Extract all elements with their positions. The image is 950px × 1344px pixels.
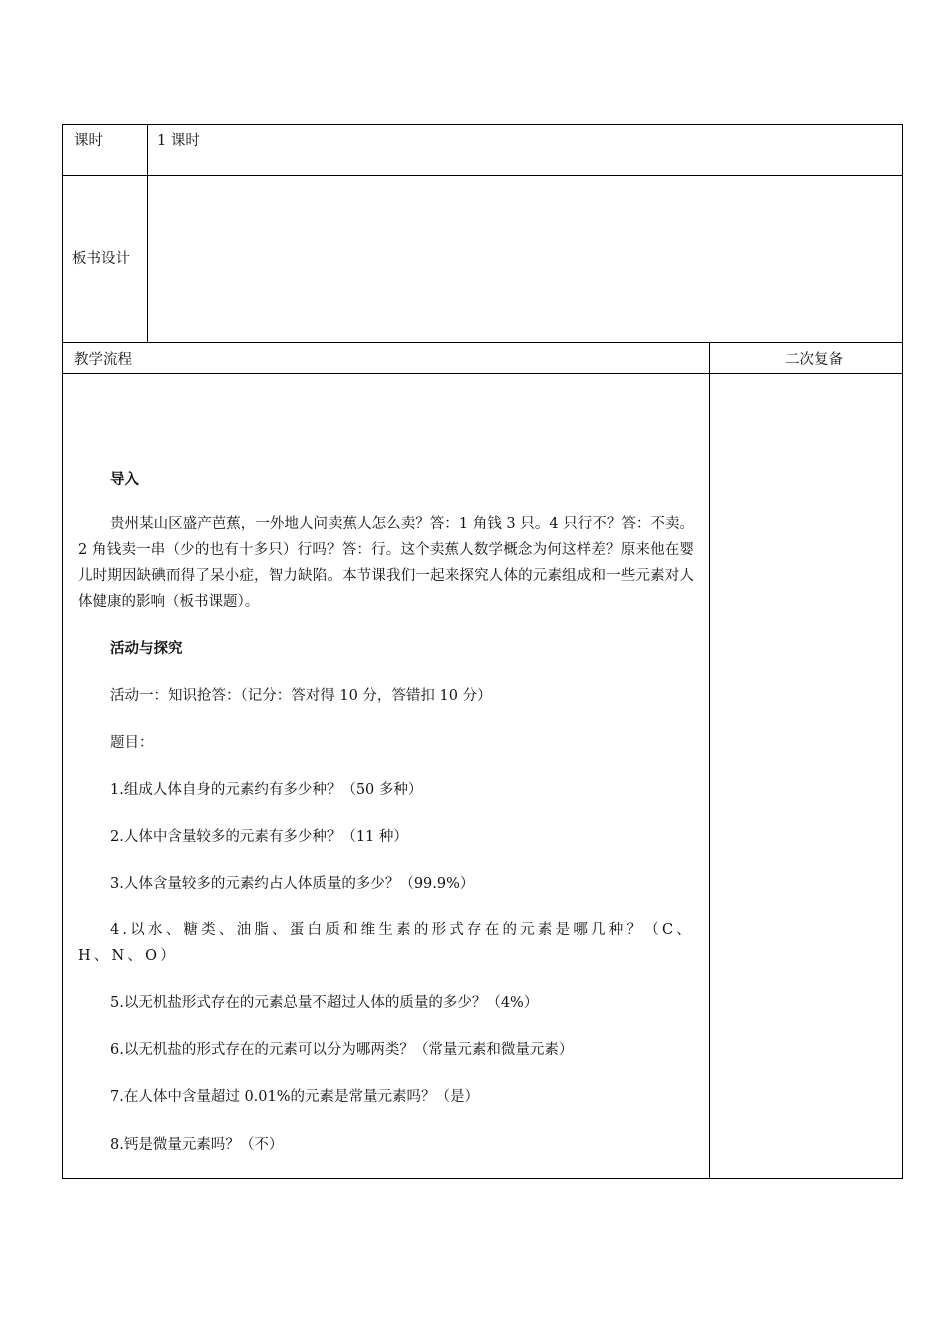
question-2: 2.人体中含量较多的元素有多少种？（11 种） [110,829,408,845]
row2-bottom-border [62,342,903,343]
questions-label: 题目： [110,735,154,751]
question-3: 3.人体含量较多的元素约占人体质量的多少？（99.9%） [110,876,475,892]
teaching-process-header: 教学流程 [74,352,132,368]
question-4: 4.以水、糖类、油脂、蛋白质和维生素的形式存在的元素是哪几种？（C、H、N、O） [78,922,694,964]
intro-heading: 导入 [110,471,139,488]
question-7: 7.在人体中含量超过 0.01%的元素是常量元素吗？（是） [110,1089,480,1105]
row1-value: 1 课时 [157,133,200,149]
table-top-border [62,124,903,125]
question-5: 5.以无机盐形式存在的元素总量不超过人体的质量的多少？（4%） [110,995,539,1011]
row1-label: 课时 [74,133,103,149]
row1-bottom-border [62,175,903,176]
question-6: 6.以无机盐的形式存在的元素可以分为哪两类？（常量元素和微量元素） [110,1042,574,1058]
notes-column-divider [709,342,710,1179]
table-bottom-border [62,1178,903,1179]
activity-one-text: 活动一：知识抢答：（记分：答对得 10 分，答错扣 10 分） [110,688,492,704]
intro-paragraph: 贵州某山区盛产芭蕉，一外地人问卖蕉人怎么卖？答：1 角钱 3 只。4 只行不？答：不卖。2 角钱卖一串（少的也有十多只）行吗？答：行。这个卖蕉人数学概念为何这样差？原来他在婴儿时期因缺碘而得了呆小症，智力缺陷。本节课我们一起来探究人体的元素组成和一些元素对人体健康的影响（板书课题）。 [78,516,694,610]
header-bottom-border [62,373,903,374]
question-1: 1.组成人体自身的元素约有多少种？（50 多种） [110,782,423,798]
table-right-border [902,124,903,1179]
row2-label: 板书设计 [72,251,130,267]
label-column-divider [147,124,148,343]
revision-header: 二次复备 [785,352,843,368]
table-left-border [62,124,63,1179]
question-8: 8.钙是微量元素吗？（不） [110,1137,284,1153]
activity-heading: 活动与探究 [110,640,183,657]
